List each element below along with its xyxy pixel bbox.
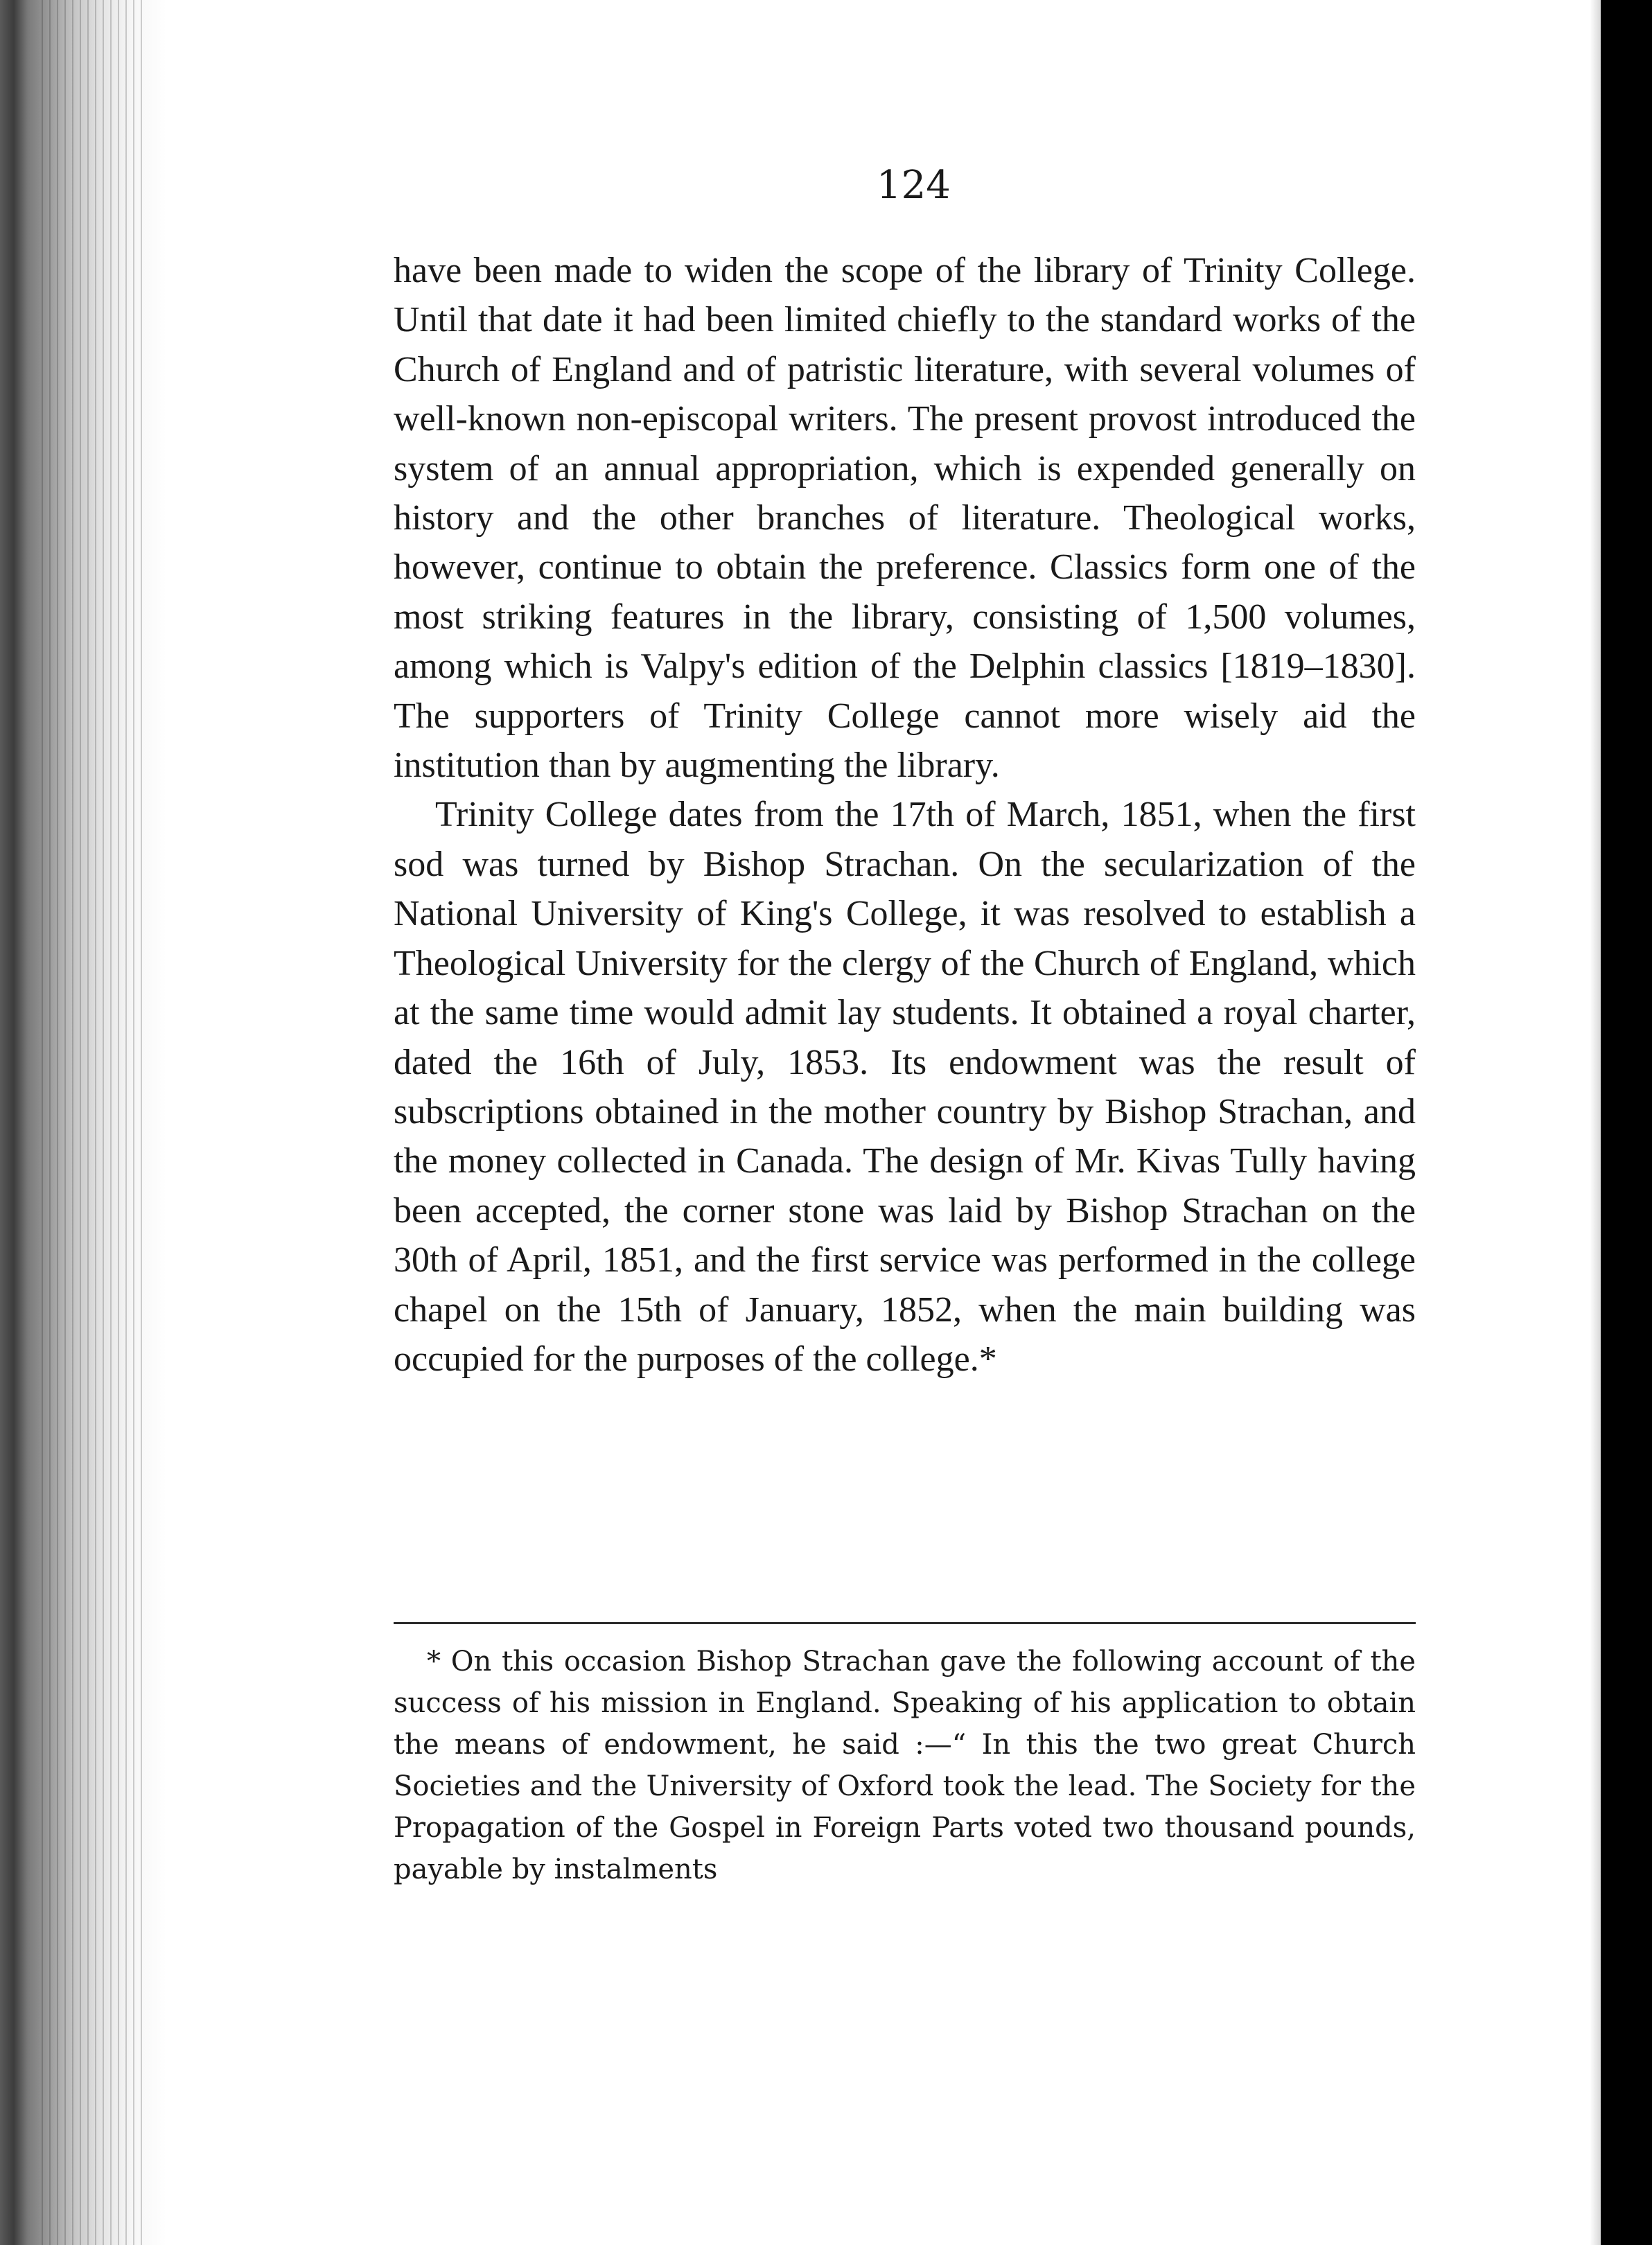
page-number: 124 [877, 163, 951, 208]
right-margin-shadow [1590, 0, 1601, 2245]
right-scan-border [1601, 0, 1652, 2245]
page-edge-lines [42, 0, 146, 2245]
footnote-divider [394, 1622, 1416, 1624]
footnote-text: * On this occasion Bishop Strachan gave the following account of the success of his mission in England. Speaking of his application to obtain the means of endowment, he said :—“ In this the two great Church Societies and the University of Oxford took the lead. The Society for the Propagation of the Gospel in Foreign Parts voted two thousand pounds, payable by instalments [394, 1646, 1416, 1885]
paragraph-2: Trinity College dates from the 17th of March, 1851, when the first sod was turned by Bishop Strachan. On the secularization of the National University of King's College, it was resolved to establish a Theological University for the clergy of the Church of England, which at the same time would admit lay students. It obtained a royal charter, dated the 16th of July, 1853. Its endowment was the result of subscriptions obtained in the mother country by Bishop Strachan, and the money collected in Canada. The design of Mr. Kivas Tully having been accepted, the corner stone was laid by Bishop Strachan on the 30th of April, 1851, and the first service was performed in the college chapel on the 15th of January, 1852, when the main building was occupied for the purposes of the college.* [394, 795, 1416, 1379]
footnote [394, 1641, 1416, 1890]
paragraph-1: have been made to widen the scope of the library of Trinity College. Until that date it had been limited chiefly to the standard works of the Church of England and of patristic literature, with several volumes of well-known non-episcopal writers. The present provost introduced the system of an annual appropriation, which is expended generally on history and the other branches of literature. Theological works, however, continue to obtain the preference. Classics form one of the most striking features in the library, consisting of 1,500 volumes, among which is Valpy's edition of the Delphin classics [1819–1830]. The supporters of Trinity College cannot more wisely aid the institution than by augmenting the library. [394, 251, 1416, 786]
body-text [394, 246, 1416, 1384]
